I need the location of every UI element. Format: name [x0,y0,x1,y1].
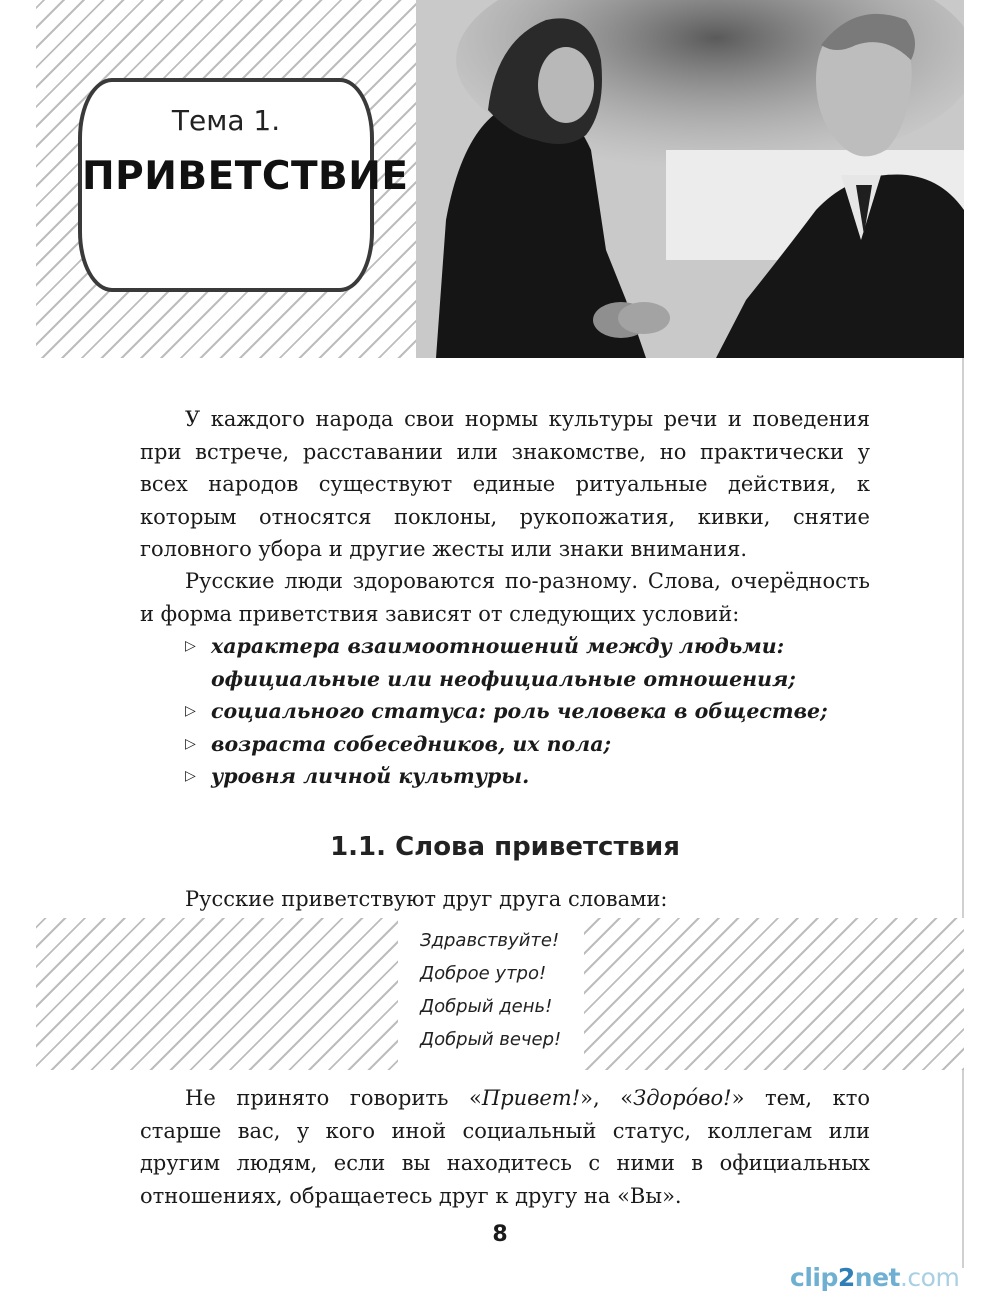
greeting-phrase: Здравствуйте! [420,930,560,951]
watermark-logo: clip2net.com [790,1263,960,1292]
greeting-photo [416,0,964,358]
greeting-phrase: Добрый вечер! [420,1029,562,1050]
greeting-phrase: Доброе утро! [420,963,547,984]
list-item: ▷ социального статуса: роль человека в обществе; [185,695,875,728]
page-number: 8 [492,1222,508,1247]
triangle-bullet-icon: ▷ [185,703,196,719]
list-item: ▷ характера взаимоотношений между людьми: официальные или неофициальные отношения; [185,630,875,695]
list-item: ▷ уровня личной культуры. [185,760,875,793]
intro-paragraph-1: У каждого народа свои нормы культуры речи и поведения при встрече, расставании или знакомстве, но практически у всех народов существуют единые ритуальные действия, к которым относятся поклоны, рукопожатия, кивки, снятие головного убора и другие жесты или знаки внимания. [140,407,870,561]
topic-heading: ПРИВЕТСТВИЕ [82,154,409,199]
triangle-bullet-icon: ▷ [185,638,196,654]
intro-paragraph-2: Русские люди здороваются по-разному. Слова, очерёдность и форма приветствия зависят от следующих условий: [140,569,870,626]
topic-number: Тема 1. [171,104,281,137]
topic-title-box [78,78,409,292]
triangle-bullet-icon: ▷ [185,768,196,784]
greeting-handshake-photo-icon [416,0,964,358]
triangle-bullet-icon: ▷ [185,735,196,752]
page-edge-line [962,358,964,1268]
conditions-list [185,630,875,793]
greetings-intro: Русские приветствуют друг друга словами: [185,887,668,911]
closing-paragraph: Не принято говорить «Привет!», «Здоро́во!» тем, кто старше вас, у кого иной социальный статус, коллегам или другим людям, если вы находитесь с ними в официальных отношениях, обращаетесь друг к другу на «Вы». [140,1086,871,1208]
section-heading: 1.1. Слова приветствия [330,832,680,862]
greeting-phrase: Добрый день! [420,996,553,1017]
list-item: ▷ возраста собеседников, их пола; [185,728,875,761]
